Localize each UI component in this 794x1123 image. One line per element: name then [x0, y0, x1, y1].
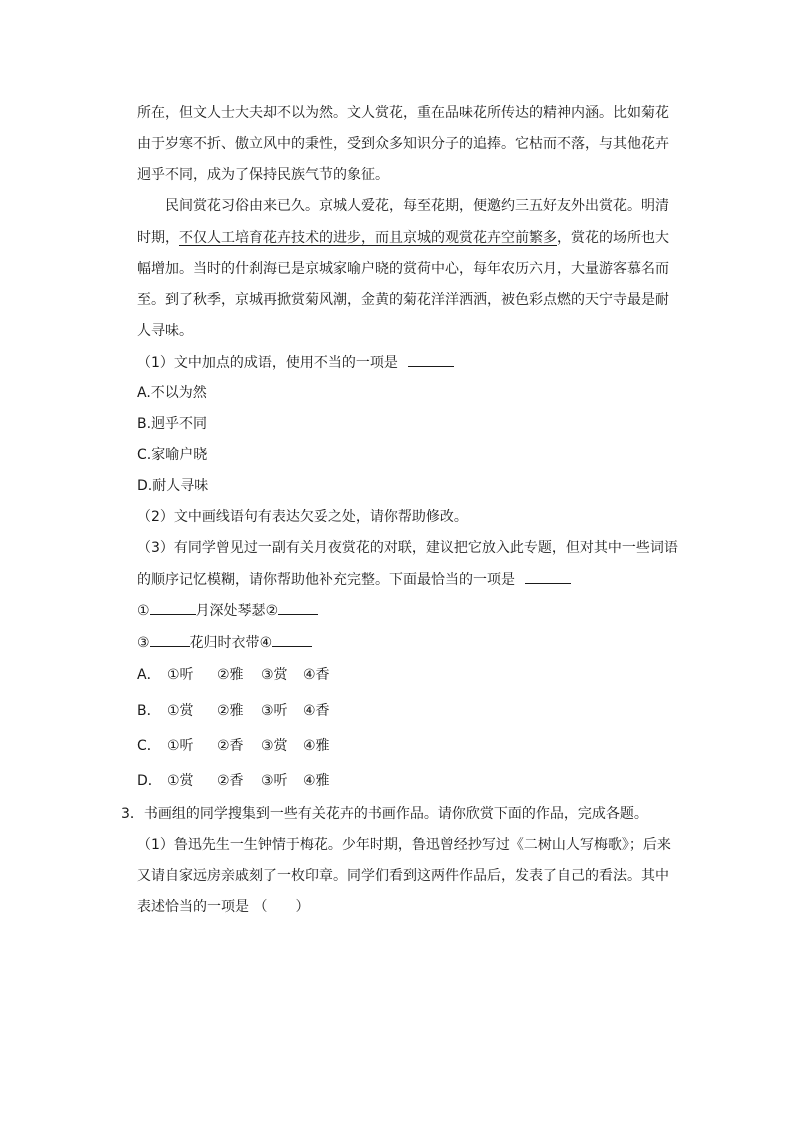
option-item: ④香 [303, 703, 330, 719]
option-item: ④雅 [303, 738, 330, 754]
question-text: 的顺序记忆模糊，请你帮助他补充完整。下面最恰当的一项是 [137, 572, 515, 588]
question-3-stem: （3）有同学曾见过一副有关月夜赏花的对联，建议把它放入此专题，但对其中一些词语 [137, 540, 678, 556]
option-item: ③听 [261, 703, 288, 719]
passage-line: 由于岁寒不折、傲立风中的秉性，受到众多知识分子的追捧。它枯而不落，与其他花卉 [137, 136, 669, 152]
passage-line: 至。到了秋季，京城再掀赏菊风潮，金黄的菊花洋洋洒洒，被色彩点燃的天宁寺最是耐 [137, 292, 669, 308]
option-item: ②香 [217, 738, 244, 754]
option-item: ①赏 [167, 773, 194, 789]
passage-line: 所在，但文人士大夫却不以为然。文人赏花，重在品味花所传达的精神内涵。比如菊花 [137, 105, 669, 121]
section-3-subquestion: 表述恰当的一项是 （ ） [137, 899, 310, 915]
circled-number: ② [265, 603, 279, 619]
passage-line: 人寻味。 [137, 323, 193, 339]
couplet-blank[interactable] [278, 600, 318, 615]
passage-line: 民间赏花习俗由来已久。京城人爱花，每至花期，便邀约三五好友外出赏花。明清 [165, 198, 669, 214]
option-c[interactable]: C.家喻户晓 [137, 447, 208, 463]
option-item: ③赏 [261, 738, 288, 754]
passage-line: 幅增加。当时的什刹海已是京城家喻户晓的赏荷中心，每年农历六月，大量游客慕名而 [137, 261, 669, 277]
circled-number: ④ [259, 635, 273, 651]
option-item: ④雅 [303, 773, 330, 789]
option-a[interactable] [137, 665, 330, 685]
option-item: ①赏 [167, 703, 194, 719]
option-a[interactable]: A.不以为然 [137, 385, 207, 401]
option-label: B． [137, 703, 161, 719]
section-3-subquestion: （1）鲁迅先生一生钟情于梅花。少年时期，鲁迅曾经抄写过《二树山人写梅歌》；后来 [137, 837, 671, 853]
question-text: （1）文中加点的成语，使用不当的一项是 [137, 355, 398, 371]
option-b[interactable]: B.迥乎不同 [137, 416, 208, 432]
option-c[interactable] [137, 736, 330, 756]
option-label: D． [137, 773, 162, 789]
section-3-subquestion: 又请自家远房亲戚刻了一枚印章。同学们看到这两件作品后，发表了自己的看法。其中 [137, 868, 669, 884]
underlined-sentence: 不仅人工培育花卉技术的进步，而且京城的观赏花卉空前繁多 [179, 230, 557, 246]
option-item: ③听 [261, 773, 288, 789]
answer-blank[interactable] [408, 352, 454, 367]
option-d[interactable]: D.耐人寻味 [137, 478, 209, 494]
couplet-line-1 [137, 600, 318, 620]
question-1-stem [137, 352, 454, 372]
answer-blank[interactable] [525, 569, 571, 584]
passage-text: ，赏花的场所也大 [557, 230, 669, 246]
option-item: ③赏 [261, 667, 288, 683]
option-label: A． [137, 667, 161, 683]
option-item: ①听 [167, 667, 194, 683]
couplet-blank[interactable] [150, 632, 190, 647]
circled-number: ① [137, 603, 150, 619]
passage-line: 迥乎不同，成为了保持民族气节的象征。 [137, 167, 389, 183]
option-item: ①听 [167, 738, 194, 754]
option-label: C． [137, 738, 161, 754]
passage-text: 时期， [137, 230, 179, 246]
couplet-text: 花归时衣带 [189, 635, 260, 651]
couplet-text: 月深处琴瑟 [195, 603, 266, 619]
couplet-line-2 [137, 632, 312, 652]
passage-line-underlined [137, 228, 669, 248]
option-item: ②雅 [217, 703, 244, 719]
option-item: ④香 [303, 667, 330, 683]
question-3-stem-cont [137, 569, 571, 589]
couplet-blank[interactable] [272, 632, 312, 647]
question-2-stem: （2）文中画线语句有表达欠妥之处，请你帮助修改。 [137, 509, 468, 525]
option-item: ②雅 [217, 667, 244, 683]
option-b[interactable] [137, 701, 330, 721]
option-d[interactable] [137, 771, 330, 791]
option-item: ②香 [217, 773, 244, 789]
section-3-heading: 3．书画组的同学搜集到一些有关花卉的书画作品。请你欣赏下面的作品，完成各题。 [121, 806, 648, 822]
couplet-blank[interactable] [150, 600, 196, 615]
circled-number: ③ [137, 635, 150, 651]
